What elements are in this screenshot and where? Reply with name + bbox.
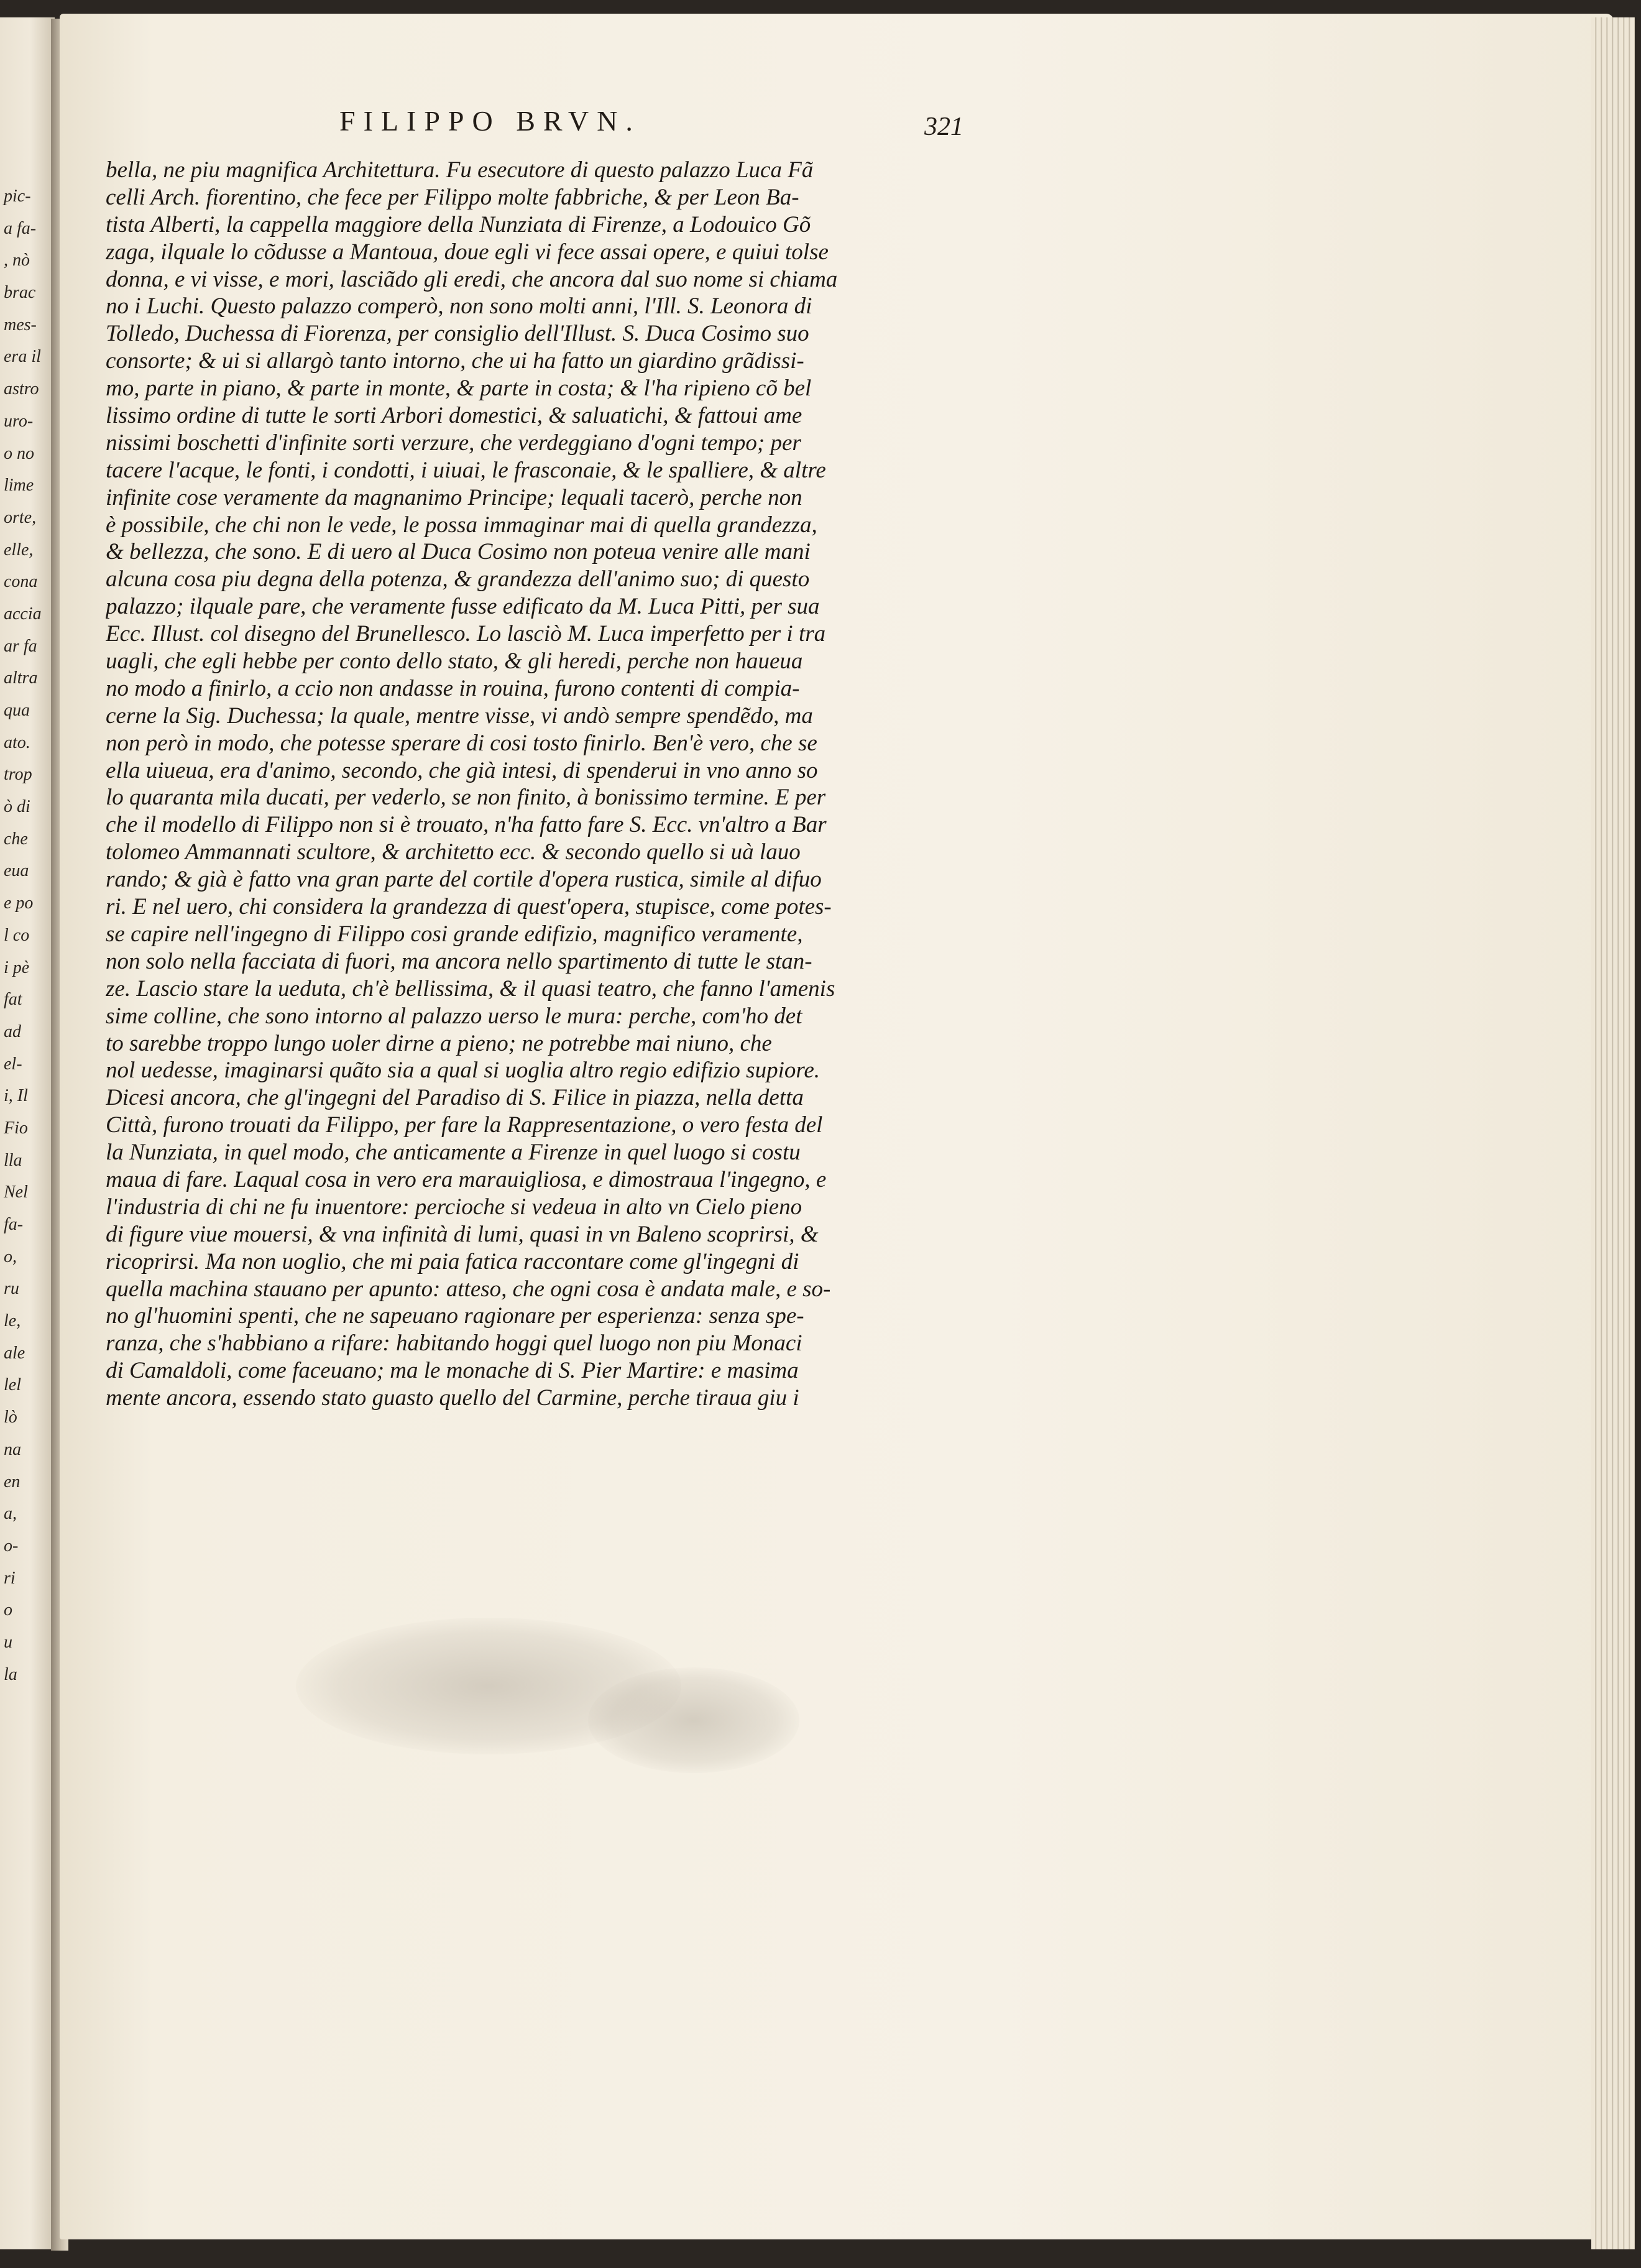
body-text-line: nissimi boschetti d'infinite sorti verzure, che verdeggiano d'ogni tempo; per bbox=[106, 430, 801, 456]
body-text-line: bella, ne piu magnifica Architettura. Fu esecutore di questo palazzo Luca Fã bbox=[106, 157, 814, 183]
body-text-line: no i Luchi. Questo palazzo comperò, non sono molti anni, l'Ill. S. Leonora di bbox=[106, 293, 812, 320]
body-text-line: palazzo; ilquale pare, che veramente fusse edificato da M. Luca Pitti, per sua bbox=[106, 594, 820, 620]
left-page-fragment: Fio bbox=[4, 1118, 28, 1138]
body-text-line: di Camaldoli, come faceuano; ma le monache di S. Pier Martire: e masima bbox=[106, 1358, 799, 1384]
left-page-fragment: i, Il bbox=[4, 1086, 28, 1106]
body-text-line: Ecc. Illust. col disegno del Brunellesco. Lo lasciò M. Luca imperfetto per i tra bbox=[106, 621, 826, 647]
left-page-fragment: uro- bbox=[4, 411, 34, 431]
body-text-line: ella uiueua, era d'animo, secondo, che già intesi, di spenderui in vno anno so bbox=[106, 757, 818, 783]
left-page-fragment: o no bbox=[4, 443, 34, 463]
page-stain bbox=[588, 1667, 799, 1773]
left-page-fragment: trop bbox=[4, 765, 32, 785]
left-page-fragment: qua bbox=[4, 701, 30, 720]
body-text-line: nol uedesse, imaginarsi quãto sia a qual si uoglia altro regio edifizio supiore. bbox=[106, 1058, 820, 1084]
body-text-line: lissimo ordine di tutte le sorti Arbori domestici, & saluatichi, & fattoui ame bbox=[106, 403, 802, 429]
body-text-line: non solo nella facciata di fuori, ma ancora nello spartimento di tutte le stan- bbox=[106, 948, 812, 974]
body-text-line: zaga, ilquale lo cõdusse a Mantoua, doue egli vi fece assai opere, e quiui tolse bbox=[106, 239, 829, 265]
left-page-fragment: o- bbox=[4, 1536, 19, 1556]
body-text-line: consorte; & ui si allargò tanto intorno, che ui ha fatto un giardino grãdissi- bbox=[106, 348, 804, 374]
body-text-line: no gl'huomini spenti, che ne sapeuano ragionare per esperienza: senza spe- bbox=[106, 1303, 804, 1329]
body-text-line: che il modello di Filippo non si è trouato, n'ha fatto fare S. Ecc. vn'altro a Bar bbox=[106, 812, 827, 838]
left-page-fragment: astro bbox=[4, 379, 39, 399]
body-text-line: rando; & già è fatto vna gran parte del cortile d'opera rustica, simile al difuo bbox=[106, 867, 822, 893]
body-text-line: maua di fare. Laqual cosa in vero era marauigliosa, e dimostraua l'ingegno, e bbox=[106, 1166, 827, 1192]
left-page-fragment: accia bbox=[4, 604, 42, 624]
body-text-line: lo quaranta mila ducati, per vederlo, se non finito, à bonissimo termine. E per bbox=[106, 785, 826, 811]
left-page-fragment: ar fa bbox=[4, 636, 37, 656]
body-text-line: infinite cose veramente da magnanimo Principe; lequali tacerò, perche non bbox=[106, 484, 802, 510]
left-page-fragment: o, bbox=[4, 1247, 17, 1266]
running-head: FILIPPO BRVN. bbox=[339, 105, 641, 137]
body-text-line: tista Alberti, la cappella maggiore della Nunziata di Firenze, a Lodouico Gõ bbox=[106, 211, 811, 237]
left-page-fragment: ale bbox=[4, 1343, 25, 1363]
body-text-line: sime colline, che sono intorno al palazzo uerso le mura: perche, com'ho det bbox=[106, 1003, 802, 1029]
body-text-line: Dicesi ancora, che gl'ingegni del Paradiso di S. Filice in piazza, nella detta bbox=[106, 1085, 804, 1111]
left-page-fragment: le, bbox=[4, 1311, 21, 1331]
left-page-fragment: ato. bbox=[4, 732, 30, 752]
left-page-fragment: fa- bbox=[4, 1215, 24, 1234]
left-page-fragment: altra bbox=[4, 668, 38, 688]
body-text-line: l'industria di chi ne fu inuentore: percioche si vedeua in alto vn Cielo pieno bbox=[106, 1194, 802, 1220]
left-page-text-fragments bbox=[4, 180, 53, 1690]
left-page-fragment: fat bbox=[4, 990, 22, 1010]
left-page-fragment: na bbox=[4, 1439, 21, 1459]
left-page-fragment: e po bbox=[4, 893, 34, 913]
left-page-fragment: lò bbox=[4, 1408, 17, 1427]
left-page-fragment: la bbox=[4, 1664, 17, 1684]
left-page-fragment: che bbox=[4, 829, 28, 849]
body-text-line: è possibile, che chi non le vede, le possa immaginar mai di quella grandezza, bbox=[106, 512, 817, 538]
left-page-fragment: Nel bbox=[4, 1182, 28, 1202]
body-text-line: quella machina stauano per apunto: atteso, che ogni cosa è andata male, e so- bbox=[106, 1276, 831, 1302]
body-text-line: Città, furono trouati da Filippo, per fare la Rappresentazione, o vero festa del bbox=[106, 1112, 823, 1138]
left-page-fragment: o bbox=[4, 1600, 12, 1620]
left-page-fragment: mes- bbox=[4, 315, 37, 334]
left-page-fragment: , nò bbox=[4, 251, 30, 270]
body-text-line: di figure viue mouersi, & vna infinità di lumi, quasi in vn Baleno scoprirsi, & bbox=[106, 1221, 819, 1247]
left-page-fragment: cona bbox=[4, 572, 38, 592]
body-text-line: alcuna cosa piu degna della potenza, & grandezza dell'animo suo; di questo bbox=[106, 566, 810, 592]
body-text-line: Tolledo, Duchessa di Fiorenza, per consiglio dell'Illust. S. Duca Cosimo suo bbox=[106, 321, 809, 347]
body-text-line: mente ancora, essendo stato guasto quello del Carmine, perche tiraua giu i bbox=[106, 1385, 799, 1411]
left-page-fragment: ad bbox=[4, 1021, 21, 1041]
left-page-fragment: el- bbox=[4, 1054, 22, 1074]
body-text-line: non però in modo, che potesse sperare di cosi tosto finirlo. Ben'è vero, che se bbox=[106, 730, 817, 756]
body-text-line: & bellezza, che sono. E di uero al Duca Cosimo non poteua venire alle mani bbox=[106, 539, 811, 565]
body-text-line: to sarebbe troppo lungo uoler dirne a pieno; ne potrebbe mai niuno, che bbox=[106, 1030, 772, 1056]
left-page-fragment: brac bbox=[4, 283, 36, 303]
left-page-fragment: u bbox=[4, 1632, 12, 1652]
body-text-line: celli Arch. fiorentino, che fece per Filippo molte fabbriche, & per Leon Ba- bbox=[106, 184, 799, 210]
body-text-line: no modo a finirlo, a ccio non andasse in rouina, furono contenti di compia- bbox=[106, 675, 800, 701]
left-page-fragment: elle, bbox=[4, 540, 34, 560]
left-page-fragment: l co bbox=[4, 925, 30, 945]
page-edges bbox=[1591, 17, 1635, 2249]
left-page-fragment: lel bbox=[4, 1375, 21, 1395]
left-page-fragment: a fa- bbox=[4, 218, 37, 238]
body-text-line: tolomeo Ammannati scultore, & architetto ecc. & secondo quello si uà lauo bbox=[106, 839, 801, 865]
page-number: 321 bbox=[924, 113, 963, 141]
body-text-line: ricoprirsi. Ma non uoglio, che mi paia fatica raccontare come gl'ingegni di bbox=[106, 1248, 799, 1275]
left-page-fragment: eua bbox=[4, 861, 29, 881]
left-page-fragment: ò di bbox=[4, 797, 30, 817]
left-page-fragment: lime bbox=[4, 476, 34, 496]
left-page-fragment: a, bbox=[4, 1504, 17, 1524]
body-text-line: cerne la Sig. Duchessa; la quale, mentre visse, vi andò sempre spendẽdo, ma bbox=[106, 703, 813, 729]
left-page-fragment: era il bbox=[4, 347, 41, 367]
left-page-fragment: lla bbox=[4, 1150, 22, 1170]
body-text-line: se capire nell'ingegno di Filippo cosi grande edifizio, magnifico veramente, bbox=[106, 921, 803, 947]
left-facing-page-edge bbox=[0, 17, 55, 2249]
body-text-line: tacere l'acque, le fonti, i condotti, i uiuai, le frasconaie, & le spalliere, & altre bbox=[106, 457, 826, 483]
left-page-fragment: orte, bbox=[4, 507, 37, 527]
body-text-line: la Nunziata, in quel modo, che anticamente a Firenze in quel luogo si costu bbox=[106, 1140, 801, 1166]
left-page-fragment: ri bbox=[4, 1568, 16, 1588]
body-text-line: ze. Lascio stare la ueduta, ch'è bellissima, & il quasi teatro, che fanno l'amenis bbox=[106, 975, 835, 1002]
left-page-fragment: en bbox=[4, 1472, 21, 1491]
body-text-line: mo, parte in piano, & parte in monte, & parte in costa; & l'ha ripieno cõ bel bbox=[106, 376, 812, 402]
body-text-line: uagli, che egli hebbe per conto dello stato, & gli heredi, perche non haueua bbox=[106, 648, 803, 675]
body-text-block bbox=[106, 157, 958, 1630]
left-page-fragment: i pè bbox=[4, 957, 30, 977]
left-page-fragment: pic- bbox=[4, 187, 31, 206]
body-text-line: donna, e vi visse, e mori, lasciãdo gli eredi, che ancora dal suo nome si chiama bbox=[106, 266, 838, 292]
left-page-fragment: ru bbox=[4, 1279, 19, 1299]
body-text-line: ri. E nel uero, chi considera la grandezza di quest'opera, stupisce, come potes- bbox=[106, 894, 832, 920]
body-text-line: ranza, che s'habbiano a rifare: habitando hoggi quel luogo non piu Monaci bbox=[106, 1330, 802, 1357]
